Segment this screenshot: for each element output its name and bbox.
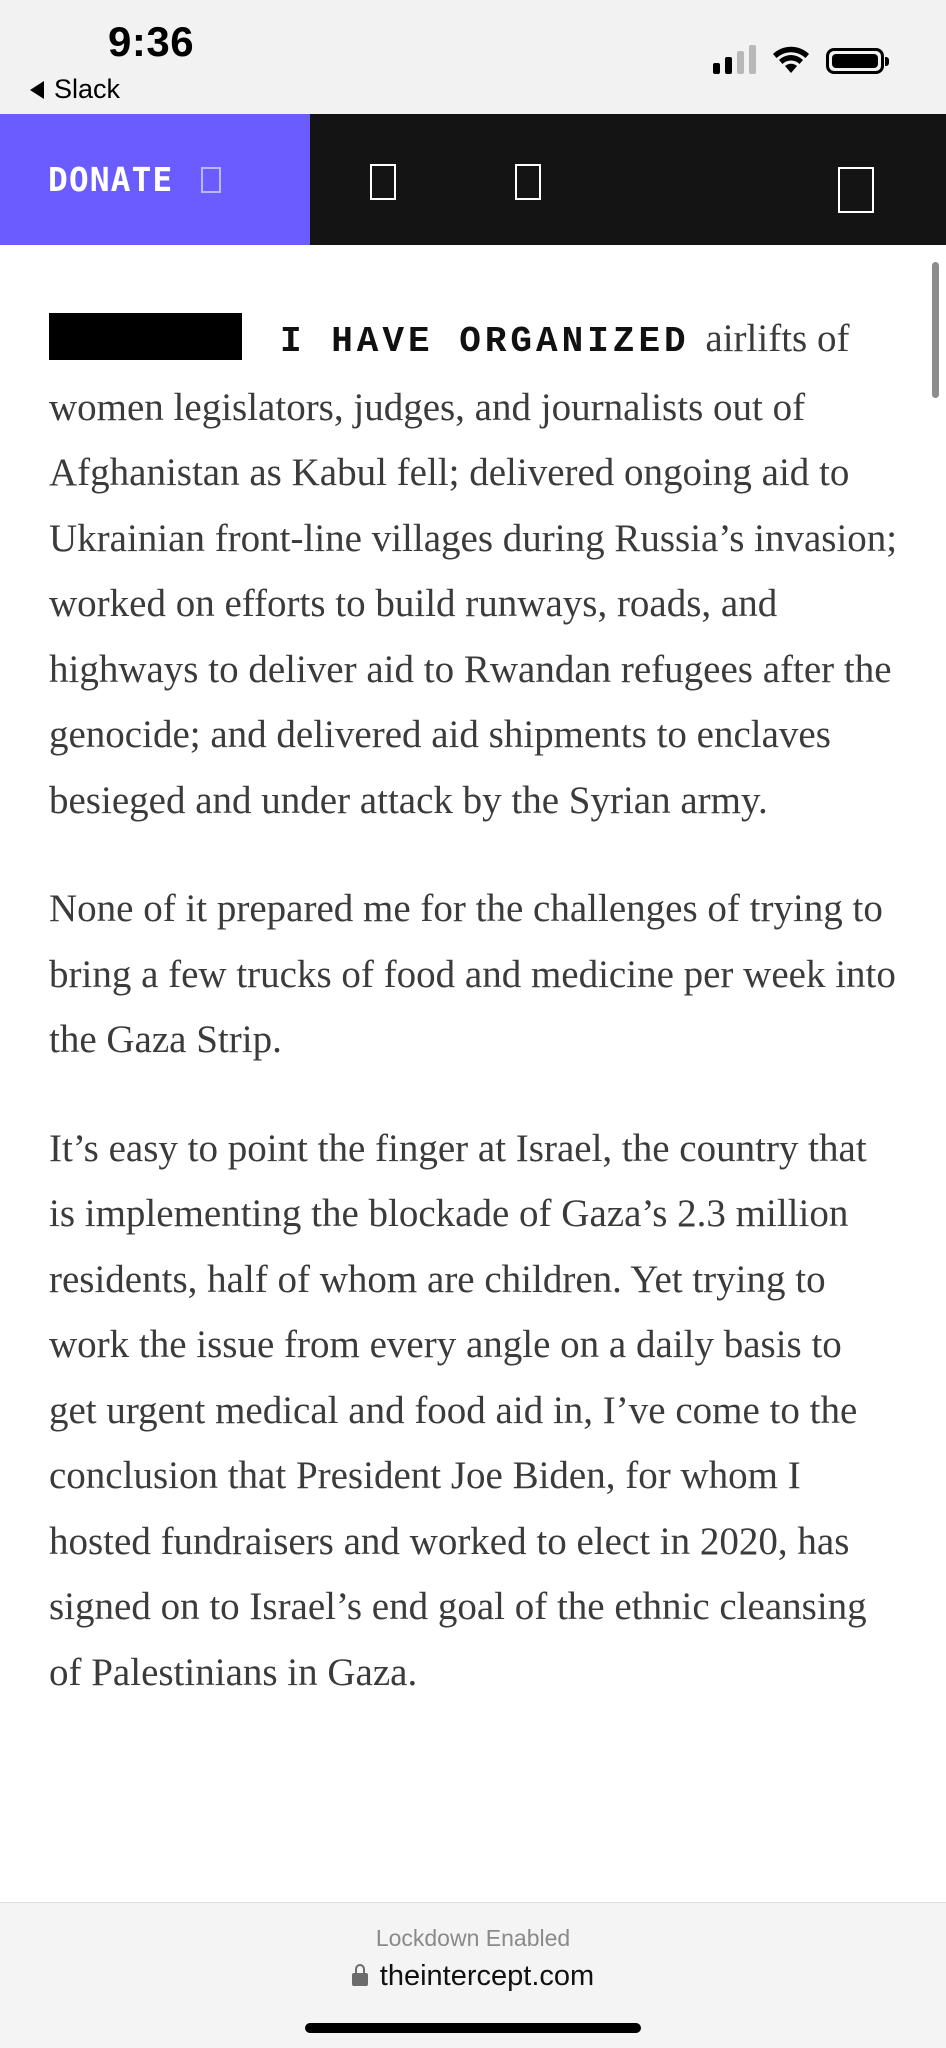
article-paragraph [49,306,899,833]
status-time: 9:36 [108,18,195,65]
status-icons [713,44,884,74]
donate-label: DONATE [48,160,174,199]
battery-icon [826,48,884,74]
menu-icon[interactable] [838,167,874,213]
lockdown-status: Lockdown Enabled [375,1925,571,1951]
paragraph-text: airlifts of women legislators, judges, and journalists out of Afghanistan as Kabul fell; delivered ongoing aid to Ukrainian front-line villages during Russia’s invasion; worked on efforts to build runways, roads, and highways to deliver aid to Rwandan refugees after the genocide; and delivered aid shipments to enclaves besieged and under attack by the Syrian army. [49,317,898,822]
donate-button[interactable] [0,114,310,245]
search-icon[interactable] [370,164,396,200]
back-to-app-button[interactable] [30,74,120,105]
lead-in-text: I HAVE ORGANIZED [280,321,690,362]
back-arrow-icon [30,81,44,99]
site-header [0,114,946,245]
back-app-label: Slack [54,74,121,104]
article-paragraph: It’s easy to point the finger at Israel, the country that is implementing the blockade of Gaza’s 2.3 million residents, half of whom are children. Yet trying to work the issue from every angle on a daily basis to get urgent medical and food aid in, I’ve come to the conclusion that President Joe Biden, for whom I hosted fundraisers and worked to elect in 2020, has signed on to Israel’s end goal of the ethnic cleansing of Palestinians in Gaza. [49,1126,867,1694]
cellular-signal-icon [713,44,756,74]
url-row[interactable] [0,1960,946,1993]
home-indicator[interactable] [305,2023,641,2033]
status-bar [0,0,946,114]
article-paragraph: None of it prepared me for the challenges of trying to bring a few trucks of food and medicine per week into the Gaza Strip. [49,887,896,1061]
browser-address-bar[interactable] [0,1902,946,2048]
article-body [49,245,899,1705]
scrollbar[interactable] [932,262,939,398]
url-text: theintercept.com [379,1960,595,1992]
donate-arrow-icon [201,167,221,193]
account-icon[interactable] [515,164,541,200]
redacted-block [49,313,242,360]
wifi-icon [772,46,810,74]
lock-icon [352,1973,368,1986]
